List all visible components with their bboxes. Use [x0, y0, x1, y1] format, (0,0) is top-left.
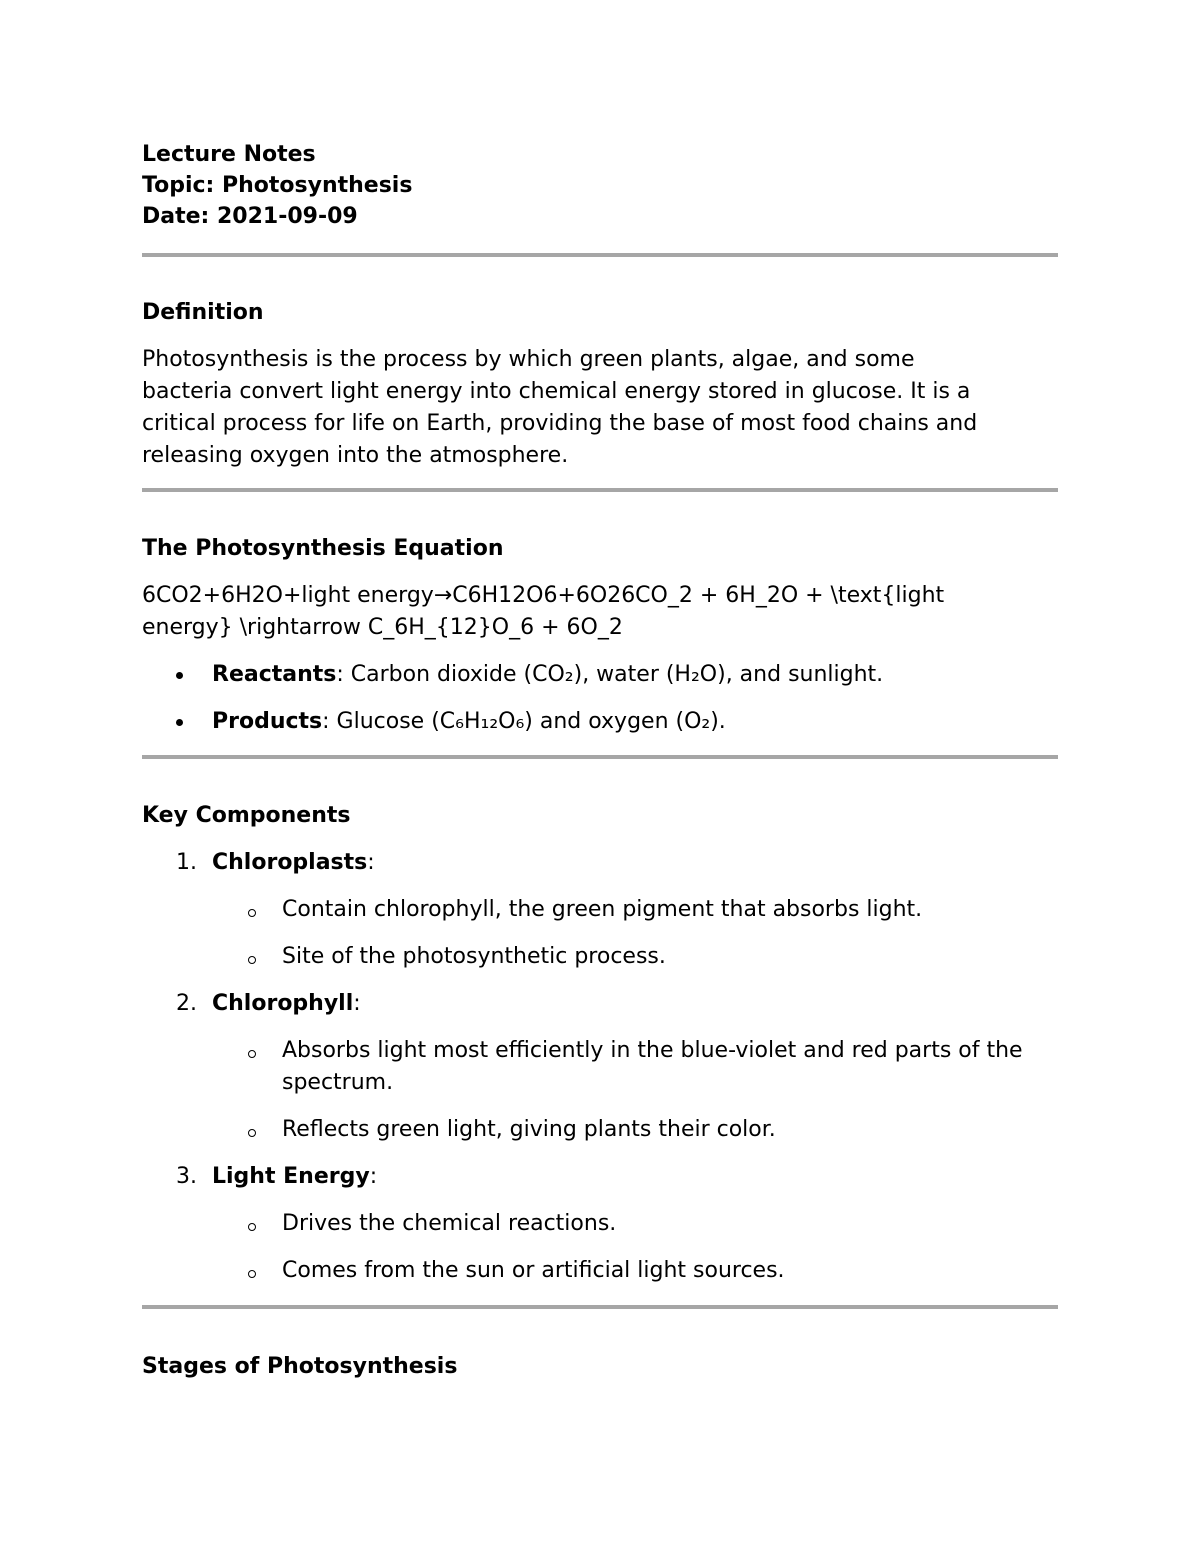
- circle-bullet-icon: [248, 956, 256, 964]
- components-list: [142, 847, 1058, 1287]
- component-suffix: :: [353, 991, 361, 1016]
- definition-section: [142, 297, 1058, 472]
- circle-bullet-icon: [248, 1270, 256, 1278]
- definition-line: critical process for life on Earth, providing the base of most food chains and: [142, 411, 978, 436]
- definition-body: [142, 344, 1058, 472]
- section-divider: [142, 755, 1058, 759]
- subitem-text: Drives the chemical reactions.: [282, 1211, 617, 1236]
- components-section: [142, 800, 1058, 1287]
- list-item: [142, 659, 1058, 691]
- document-title: Lecture Notes: [142, 142, 316, 167]
- circle-bullet-icon: [248, 909, 256, 917]
- document-header: [142, 139, 1058, 232]
- section-divider: [142, 488, 1058, 492]
- definition-line: releasing oxygen into the atmosphere.: [142, 443, 569, 468]
- bullet-text: : Carbon dioxide (CO₂), water (H₂O), and sunlight.: [336, 662, 884, 687]
- stages-heading: Stages of Photosynthesis: [142, 1354, 458, 1379]
- circle-bullet-icon: [248, 1050, 256, 1058]
- section-divider: [142, 1305, 1058, 1309]
- component-suffix: :: [369, 1164, 378, 1189]
- list-item: [142, 1035, 1058, 1099]
- list-item: [142, 988, 1058, 1020]
- list-item: [142, 1161, 1058, 1193]
- subitem-text: Site of the photosynthetic process.: [282, 944, 666, 969]
- circle-bullet-icon: [248, 1129, 256, 1137]
- definition-line: bacteria convert light energy into chemical energy stored in glucose. It is a: [142, 379, 971, 404]
- component-label: Chlorophyll: [212, 991, 354, 1016]
- section-divider: [142, 253, 1058, 257]
- list-item: [142, 706, 1058, 738]
- subitem-text: Comes from the sun or artificial light sources.: [282, 1258, 785, 1283]
- equation-line: energy} \rightarrow C_6H_{12}O_6 + 6O_2: [142, 615, 623, 640]
- equation-line: 6CO2+6H2O+light energy→C6H12O6+6O26CO_2 + 6H_2O + \text{light: [142, 583, 945, 608]
- bullet-text: : Glucose (C₆H₁₂O₆) and oxygen (O₂).: [322, 709, 726, 734]
- document-topic: Topic: Photosynthesis: [142, 173, 413, 198]
- components-heading: Key Components: [142, 803, 351, 828]
- equation-heading: The Photosynthesis Equation: [142, 536, 504, 561]
- stages-section: [142, 1351, 1058, 1383]
- circle-bullet-icon: [248, 1223, 256, 1231]
- subitem-text: Reflects green light, giving plants their color.: [282, 1117, 776, 1142]
- equation-section: [142, 533, 1058, 738]
- bullet-label: Reactants: [212, 662, 337, 687]
- list-item: [142, 1255, 1058, 1287]
- list-number: 3.: [176, 1164, 197, 1189]
- bullet-label: Products: [212, 709, 323, 734]
- component-suffix: :: [367, 850, 375, 875]
- bullet-icon: [176, 719, 183, 726]
- list-item: [142, 847, 1058, 879]
- equation-body: [142, 580, 1058, 644]
- document-page: [142, 139, 1058, 1383]
- equation-bullet-list: [142, 659, 1058, 738]
- component-label: Light Energy: [212, 1164, 370, 1189]
- component-label: Chloroplasts: [212, 850, 368, 875]
- definition-line: Photosynthesis is the process by which green plants, algae, and some: [142, 347, 915, 372]
- list-item: [142, 1208, 1058, 1240]
- subitem-text: Contain chlorophyll, the green pigment that absorbs light.: [282, 897, 923, 922]
- list-item: [142, 941, 1058, 973]
- bullet-icon: [176, 672, 183, 679]
- list-item: [142, 894, 1058, 926]
- list-number: 2.: [176, 991, 197, 1016]
- definition-heading: Definition: [142, 300, 264, 325]
- list-number: 1.: [176, 850, 197, 875]
- subitem-text: Absorbs light most efficiently in the blue-violet and red parts of the spectrum.: [282, 1038, 1023, 1095]
- document-date: Date: 2021-09-09: [142, 204, 358, 229]
- list-item: [142, 1114, 1058, 1146]
